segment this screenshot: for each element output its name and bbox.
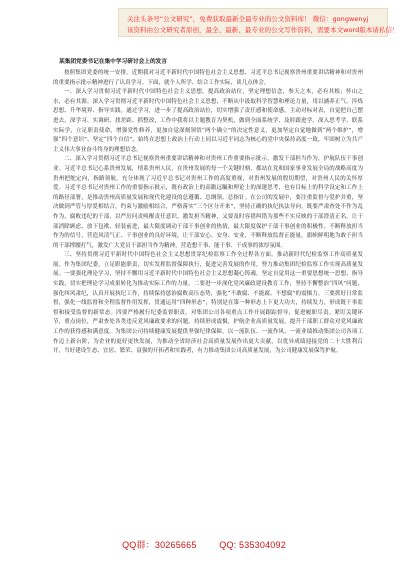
paragraph-section-1: 一、深入学习贯彻习近平新时代中国特色社会主义思想，提高政治站位，坚定理想信念，参天之木，必有其根；怀山之水，必有其源。深入学习贯彻习近平新时代中国特色社会主义思想，不断从中汲取科学智慧和理论力量，用以涵养正气、淬炼思想、升华境界、指导实践。通过学习，进一步了提高政治站位，切实增强了责任感和使命感，主动对标对表，自觉把自己摆进去，深学习、实调研、找差距、抓整改，工作中我将以主题教育为契机，做到全面系统学、及时跟进学、深入思考学、联系实际学，立足职责使命，增强党性修养，更加自觉深刻领悟“两个确立”的决定性意义，更加坚定自觉地做到“两个维护”，增强“四个意识”、坚定“四个自信”，始终在思想上政治上行动上同以习近平同志为核心的党中央保持高度一致，牢固树立为共产主义伟大事业奋斗终身的理想信念。 bbox=[53, 89, 363, 153]
banner-line-2: 该资料由公文研究者原创，最全、最新、最专业的公文写作资料，需要本文word版本请私信！ bbox=[127, 26, 399, 34]
document-body bbox=[53, 56, 363, 357]
qq-text: QQ: 535304092 bbox=[219, 540, 286, 550]
promo-banner bbox=[118, 8, 399, 37]
contact-footer bbox=[0, 538, 408, 551]
banner-line-1: 关注头条号“公文研究”，免费获取最新全最专业的公文资料库！ 微信：gongwenyj bbox=[127, 15, 369, 23]
paragraph-intro: 按照集团党委的统一安排，近期我对习近平新时代中国特色社会主义思想、习近平总书记视察贵州重要讲话精神和对贵州的重要指示批示精神进行了认真学习。下面，就个人所学、结合工作实际，谈几点体会。 bbox=[53, 70, 363, 86]
paragraph-section-2: 二、深入学习贯彻习近平总书记视察贵州重要讲话精神和对贵州工作重要指示批示，激发干部担当作为，护航队伍干事创业。习近平总书记心系贵州发展，情系贵州人民，在贵州发展的每一个关键时刻，都站在党和国家事业发展全局的战略高度为贵州把舵定向，指路领航，充分体现了习近平总书记对贵州工作的高度重视，对贵州发展的殷切期望，对贵州人民的关怀厚爱。习近平总书记对贵州工作的重要指示批示，既有政治上的高瞻远瞩和理论上的深邃思考，也有目标上的科学设定和工作上的路径部署，是推动贵州高质量发展和现代化建设的总遵循、总纲领、总指针。在公司的发展中，要注重监督与爱护并重，坚决做到严管与厚爱相结合，约束与激励相结合，严格落实“三个区分开来”，坚持正确的执纪执法导向，既要严肃查处不作为乱作为，腐败违纪的干部，以严厉问责唤醒责任意识、激发担当精神，又要及时容错纠错为那些不实反映的干部澄清正名，让干部消除顾虑、放下包袱、轻装前进，最大限度调动干部干事创业的热情，最大限度保护干部干事创业的积极性。不断释放担当作为的信号，营造风清气正、干事创业的良好环境，让干部安心、安身、安业，不断释放监督正能量，旗帜鲜明地为敢于担当的干部撑腰打气，激发广大党员干部担当作为精神，营造想干事、能干事、干成事的浓厚氛围。 bbox=[53, 156, 363, 249]
document-title: 某集团党委书记在集中学习研讨会上的发言 bbox=[59, 59, 168, 65]
qq-group-text: QQ群：30265665 bbox=[122, 540, 197, 550]
paragraph-section-3: 三、坚持贯彻习近平新时代中国特色社会主义思想贯穿纪检监察工作全过程各方面，推动新时代纪检监察工作高质量发展。作为集团纪委，立足职能职责，切实发挥监督保障执行，促进完善发展的作用，努力推动集团纪检监察工作实现高质量发展。一要强化理论学习，坚持不懈用习近平新时代中国特色社会主义思想凝心铸魂，坚定自觉用这一重要思想统一思想、指导实践，切实把理论学习成果转化为推动实际工作的力量。二要进一步深化党风廉政建设教育工作，坚持不懈整治“四风”问题，强化纠风肃纪，认真开展执纪工作，持续保持惩治腐败高压态势，强化“不敢腐、不能腐、不想腐”的震慑力。三要抓好日常监督，强化一线监督和全程监督作用发挥，贯通运用“四种形态”，特别是在第一种形态上下更大功夫，持续发力，形成既干事监督和接受监督的新常态。四要严格履行纪委监督职责，对集团公司各项重点工作开展跟踪督导，促进履职尽责。紧盯关键环节，重点岗位，严肃查处各类违反党风廉政要求的问题，持续形成震慑，护航企业高质量发展，提升干部职工群众对党风廉政工作的获得感和满意度。为集团公司持续健康发展提供坚强纪律保障，以一流队伍、一流作风、一流业绩推动集团公司各项工作迈上新台阶，为企业的更好更快发展，为推动全省经济社会高质量发展作出更大贡献，以优异成绩迎接党的二十大胜利召开，当好建设生态、宜居、繁荣、富强的开拓者和实践者，有力推动集团公司高质量发展，为公司健康发展保驾护航。 bbox=[53, 252, 363, 355]
